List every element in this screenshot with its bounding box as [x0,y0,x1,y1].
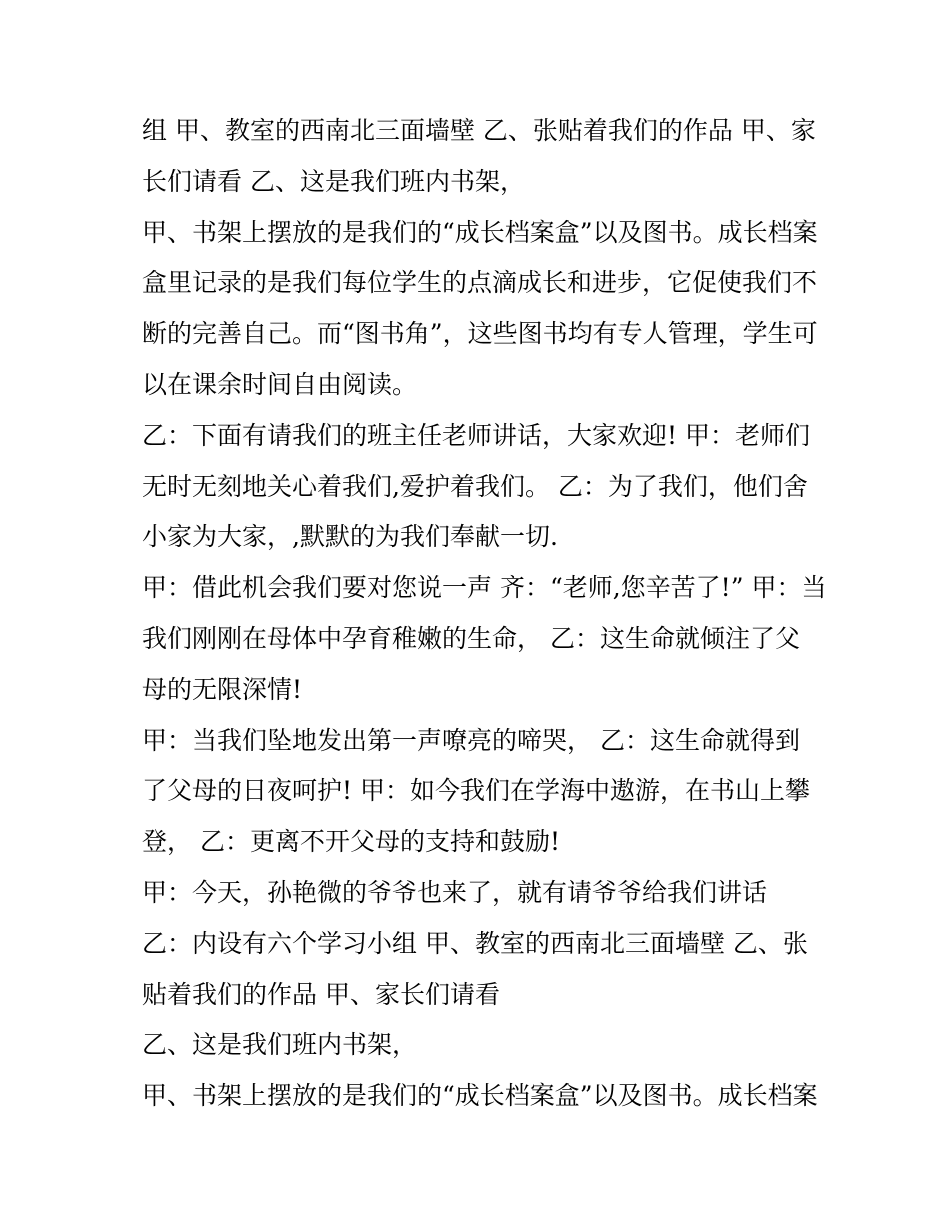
text-line: 小家为大家，,默默的为我们奉献一切. [142,522,558,552]
text-line: 断的完善自己。而“图书角”，这些图书均有专人管理，学生可 [142,319,818,349]
text-line: 乙：内设有六个学习小组 甲、教室的西南北三面墙壁 乙、张 [142,928,808,958]
paragraph [142,1071,822,1122]
paragraph [142,106,822,208]
paragraph [142,208,822,411]
paragraph [142,563,827,715]
text-line: 组 甲、教室的西南北三面墙壁 乙、张贴着我们的作品 甲、家 [142,116,816,145]
text-line: 乙：下面有请我们的班主任老师讲话，大家欢迎! 甲：老师们 [142,420,810,450]
text-line: 甲：借此机会我们要对您说一声 齐：“老师,您辛苦了!” 甲：当 [142,573,827,603]
text-line: 乙、这是我们班内书架， [142,1030,418,1060]
text-line: 甲：当我们坠地发出第一声嘹亮的啼哭， 乙：这生命就得到 [142,725,800,755]
text-line: 登， 乙：更离不开父母的支持和鼓励! [142,827,560,857]
text-line: 母的无限深情! [142,674,303,704]
text-line: 盒里记录的是我们每位学生的点滴成长和进步，它促使我们不 [142,268,818,298]
text-line: 贴着我们的作品 甲、家长们请看 [142,979,500,1009]
paragraph [142,411,822,563]
text-line: 以在课余时间自由阅读。 [142,369,418,399]
text-line: 无时无刻地关心着我们,爱护着我们。 乙：为了我们，他们舍 [142,471,808,501]
text-line: 我们刚刚在母体中孕育稚嫩的生命， 乙：这生命就倾注了父 [142,623,800,653]
paragraph [142,868,822,919]
paragraph [142,1020,822,1071]
paragraph [142,919,822,1021]
text-line: 甲：今天，孙艳微的爷爷也来了，就有请爷爷给我们讲话 [142,877,768,907]
paragraph [142,716,822,868]
text-line: 了父母的日夜呵护! 甲：如今我们在学海中遨游，在书山上攀 [142,776,810,806]
text-line: 甲、书架上摆放的是我们的“成长档案盒”以及图书。成长档案 [142,217,818,247]
document-body [142,106,827,1122]
text-line: 长们请看 乙、这是我们班内书架， [142,166,525,196]
text-line: 甲、书架上摆放的是我们的“成长档案盒”以及图书。成长档案 [142,1081,818,1111]
